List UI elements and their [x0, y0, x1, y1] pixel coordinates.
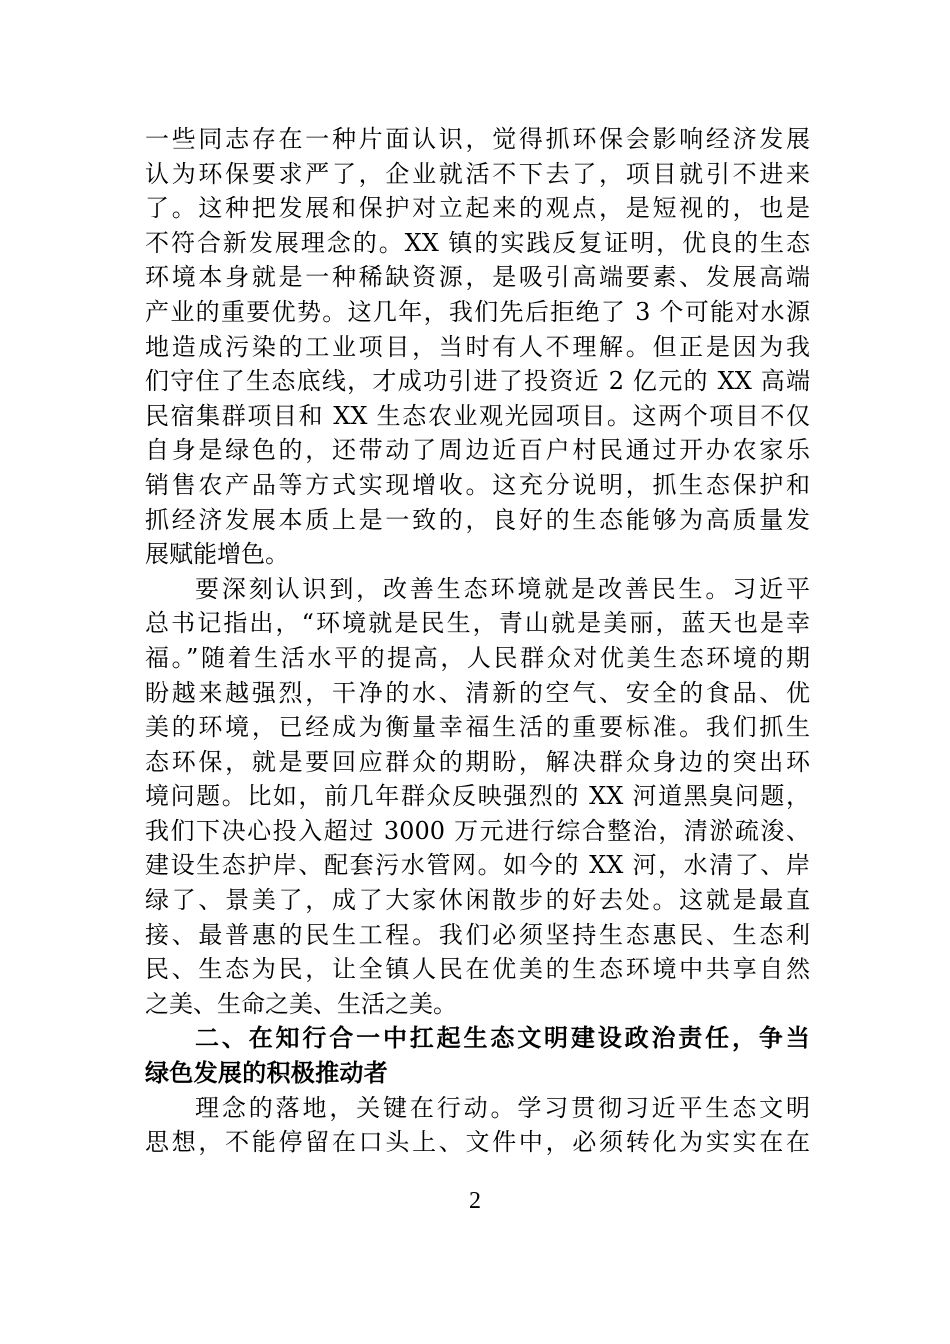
- text-line: 盼越来越强烈，干净的水、清新的空气、安全的食品、优: [145, 678, 810, 707]
- section-heading: 绿色发展的积极推动者: [145, 1059, 388, 1088]
- text-line: 接、最普惠的民生工程。我们必须坚持生态惠民、生态利: [145, 920, 810, 949]
- text-line: 绿了、景美了，成了大家休闲散步的好去处。这就是最直: [145, 886, 810, 915]
- text-line: 总书记指出，“环境就是民生，青山就是美丽，蓝天也是幸: [145, 609, 810, 638]
- text-line: 态环保，就是要回应群众的期盼，解决群众身边的突出环: [145, 747, 810, 776]
- text-line: 自身是绿色的，还带动了周边近百户村民通过开办农家乐: [145, 436, 810, 465]
- text-line: 建设生态护岸、配套污水管网。如今的 XX 河，水清了、岸: [145, 851, 810, 880]
- text-line: 民、生态为民，让全镇人民在优美的生态环境中共享自然: [145, 955, 810, 984]
- text-line: 思想，不能停留在口头上、文件中，必须转化为实实在在: [145, 1128, 810, 1157]
- text-line: 一些同志存在一种片面认识，觉得抓环保会影响经济发展: [145, 125, 810, 153]
- body-text: [145, 122, 810, 1160]
- text-line: 们守住了生态底线，才成功引进了投资近 2 亿元的 XX 高端: [145, 367, 810, 396]
- page-number: 2: [469, 1188, 481, 1214]
- text-line: 境问题。比如，前几年群众反映强烈的 XX 河道黑臭问题，: [145, 782, 810, 811]
- text-line: 销售农产品等方式实现增收。这充分说明，抓生态保护和: [145, 470, 810, 499]
- text-line: 不符合新发展理念的。XX 镇的实践反复证明，优良的生态: [145, 228, 810, 257]
- paragraph-first-line: 要深刻认识到，改善生态环境就是改善民生。习近平: [195, 574, 810, 603]
- text-line: 我们下决心投入超过 3000 万元进行综合整治，清淤疏浚、: [145, 816, 810, 845]
- text-line: 了。这种把发展和保护对立起来的观点，是短视的，也是: [145, 194, 810, 223]
- text-line: 产业的重要优势。这几年，我们先后拒绝了 3 个可能对水源: [145, 297, 810, 326]
- section-heading: 二、在知行合一中扛起生态文明建设政治责任，争当: [195, 1024, 810, 1053]
- text-line: 美的环境，已经成为衡量幸福生活的重要标准。我们抓生: [145, 713, 810, 742]
- paragraph-first-line: 理念的落地，关键在行动。学习贯彻习近平生态文明: [195, 1093, 810, 1122]
- text-line: 福。”随着生活水平的提高，人民群众对优美生态环境的期: [145, 643, 810, 672]
- text-line: 抓经济发展本质上是一致的，良好的生态能够为高质量发: [145, 505, 810, 534]
- text-line: 展赋能增色。: [145, 540, 289, 569]
- text-line: 环境本身就是一种稀缺资源，是吸引高端要素、发展高端: [145, 263, 810, 292]
- text-line: 民宿集群项目和 XX 生态农业观光园项目。这两个项目不仅: [145, 401, 810, 430]
- text-line: 认为环保要求严了，企业就活不下去了，项目就引不进来: [145, 159, 810, 188]
- text-line: 地造成污染的工业项目，当时有人不理解。但正是因为我: [145, 332, 810, 361]
- text-line: 之美、生命之美、生活之美。: [145, 989, 457, 1018]
